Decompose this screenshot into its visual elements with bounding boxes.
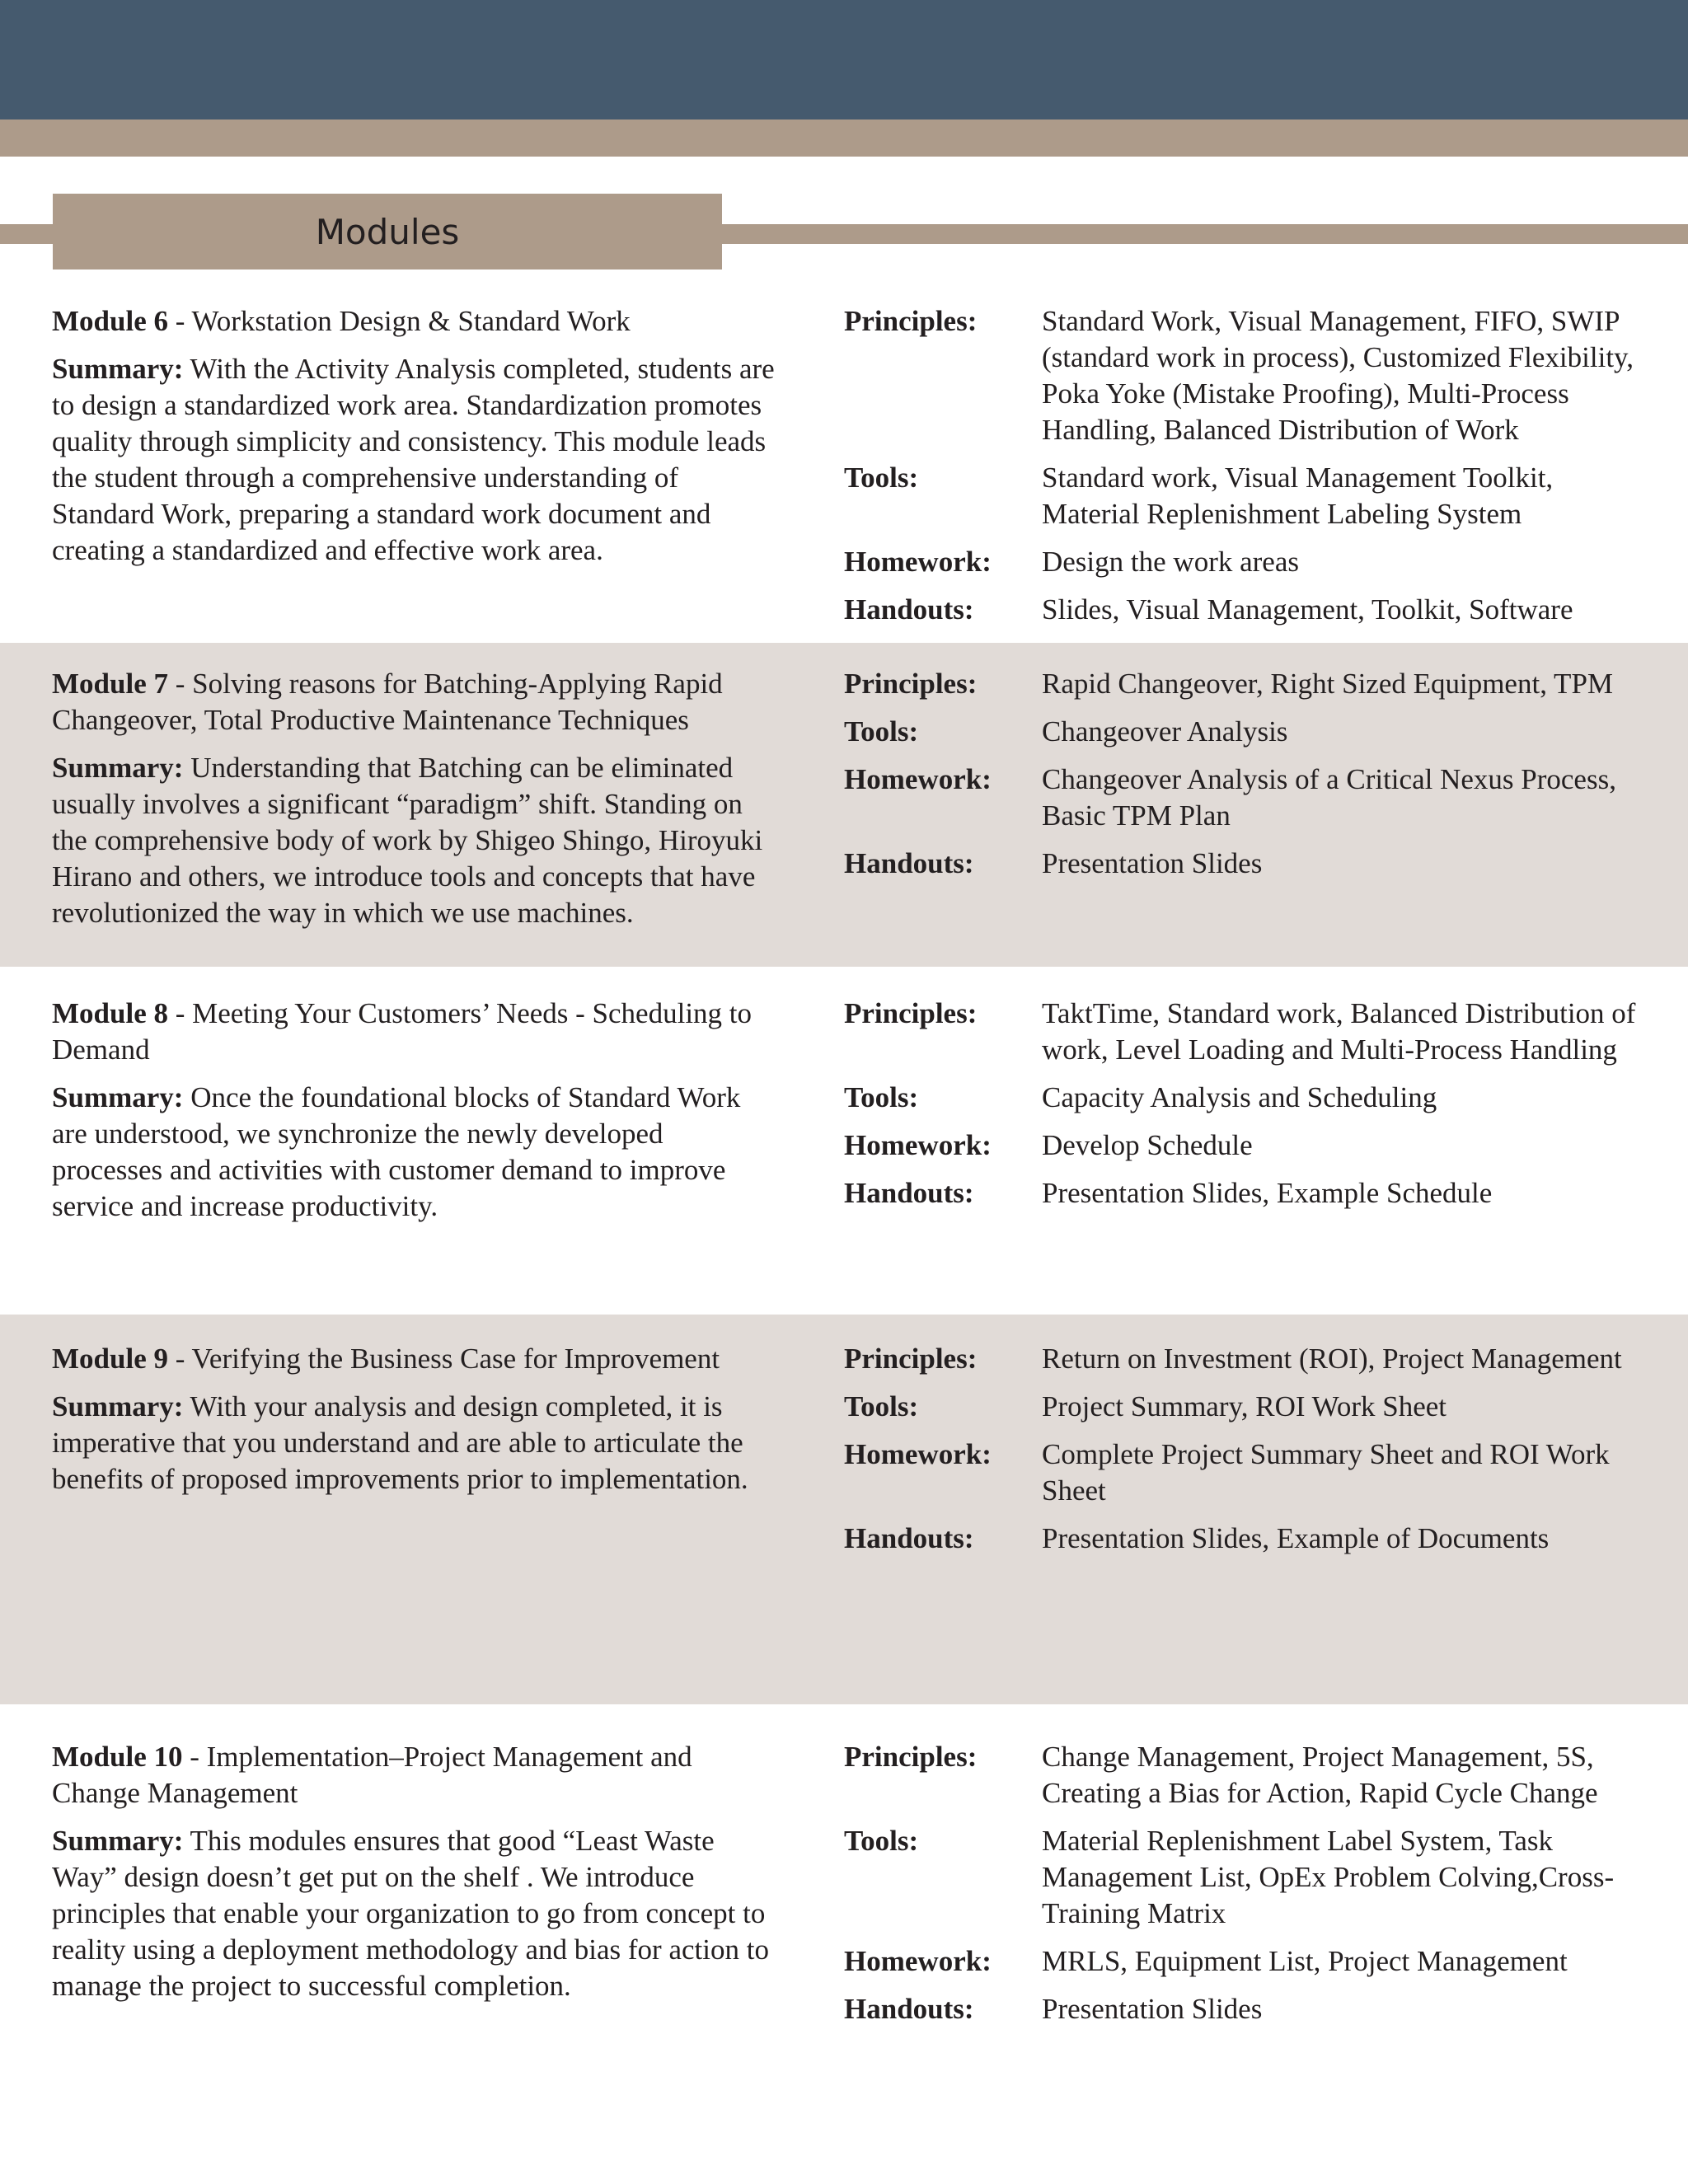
module-summary: Summary: Once the foundational blocks of Standard Work are understood, we synchronize the newly developed processes and activities with customer demand to improve service and increase productivity.	[52, 1081, 741, 1222]
tools-row: Tools: Material Replenishment Label System, Task Management List, OpEx Problem Colving,Cross-Training Matrix	[844, 1825, 1615, 1929]
header-band	[0, 0, 1688, 120]
handouts-row: Handouts: Slides, Visual Management, Toolkit, Software	[844, 593, 1573, 626]
principles-row: Principles: Standard Work, Visual Management, FIFO, SWIP (standard work in process), Customized Flexibility, Poka Yoke (Mistake Proofing), Multi-Process Handling, Balanced Distribution of Work	[844, 305, 1634, 446]
tools-row: Tools: Project Summary, ROI Work Sheet	[844, 1390, 1447, 1422]
module-details	[844, 303, 1652, 640]
header-accent-band	[0, 120, 1688, 157]
principles-row: Principles: Change Management, Project Management, 5S, Creating a Bias for Action, Rapid Cycle Change	[844, 1741, 1598, 1809]
module-summary: Summary: Understanding that Batching can be eliminated usually involves a significant “paradigm” shift. Standing on the comprehensive body of work by Shigeo Shingo, Hiroyuki Hirano and others, we introduce tools and concepts that have revolutionized the way in which we use machines.	[52, 752, 763, 929]
principles-row: Principles: TaktTime, Standard work, Balanced Distribution of work, Level Loading and Multi-Process Handling	[844, 997, 1636, 1066]
module-summary: Summary: This modules ensures that good “Least Waste Way” design doesn’t get put on the shelf . We introduce principles that enable your organization to go from concept to reality using a deployment methodology and bias for action to manage the project to successful completion.	[52, 1825, 769, 2002]
module-description	[52, 1739, 777, 2004]
module-description	[52, 666, 777, 931]
module-heading: Module 9 - Verifying the Business Case for Improvement	[52, 1343, 720, 1375]
handouts-row: Handouts: Presentation Slides, Example of Documents	[844, 1522, 1550, 1554]
section-title: Modules	[53, 194, 722, 269]
section-rule-right	[720, 224, 1688, 244]
module-details	[844, 666, 1652, 893]
handouts-row: Handouts: Presentation Slides, Example Schedule	[844, 1177, 1493, 1209]
tools-row: Tools: Changeover Analysis	[844, 715, 1288, 748]
principles-row: Principles: Rapid Changeover, Right Sized Equipment, TPM	[844, 668, 1614, 700]
module-summary: Summary: With the Activity Analysis completed, students are to design a standardized work area. Standardization promotes quality through simplicity and consistency. This module leads the student through a comprehensive understanding of Standard Work, preparing a standard work document and creating a standardized and effective work area.	[52, 353, 775, 566]
module-heading: Module 7 - Solving reasons for Batching-Applying Rapid Changeover, Total Productive Maintenance Techniques	[52, 668, 723, 736]
principles-row: Principles: Return on Investment (ROI), Project Management	[844, 1343, 1622, 1375]
section-rule-left	[0, 224, 53, 244]
module-heading: Module 8 - Meeting Your Customers’ Needs - Scheduling to Demand	[52, 997, 753, 1066]
handouts-row: Handouts: Presentation Slides	[844, 1993, 1263, 2025]
homework-row: Homework: Changeover Analysis of a Critical Nexus Process, Basic TPM Plan	[844, 763, 1616, 832]
tools-row: Tools: Standard work, Visual Management Toolkit, Material Replenishment Labeling System	[844, 462, 1554, 530]
homework-row: Homework: MRLS, Equipment List, Project Management	[844, 1945, 1568, 1977]
module-heading: Module 10 - Implementation–Project Management and Change Management	[52, 1741, 692, 1809]
module-description	[52, 996, 777, 1225]
module-heading: Module 6 - Workstation Design & Standard Work	[52, 305, 631, 337]
homework-row: Homework: Complete Project Summary Sheet and ROI Work Sheet	[844, 1438, 1610, 1507]
module-details	[844, 1341, 1652, 1568]
module-details	[844, 996, 1652, 1223]
module-description	[52, 303, 777, 569]
module-description	[52, 1341, 777, 1497]
tools-row: Tools: Capacity Analysis and Scheduling	[844, 1081, 1437, 1113]
homework-row: Homework: Develop Schedule	[844, 1129, 1253, 1161]
homework-row: Homework: Design the work areas	[844, 546, 1299, 578]
module-details	[844, 1739, 1652, 2039]
module-summary: Summary: With your analysis and design completed, it is imperative that you understand and are able to articulate the benefits of proposed improvements prior to implementation.	[52, 1390, 748, 1495]
handouts-row: Handouts: Presentation Slides	[844, 847, 1263, 879]
